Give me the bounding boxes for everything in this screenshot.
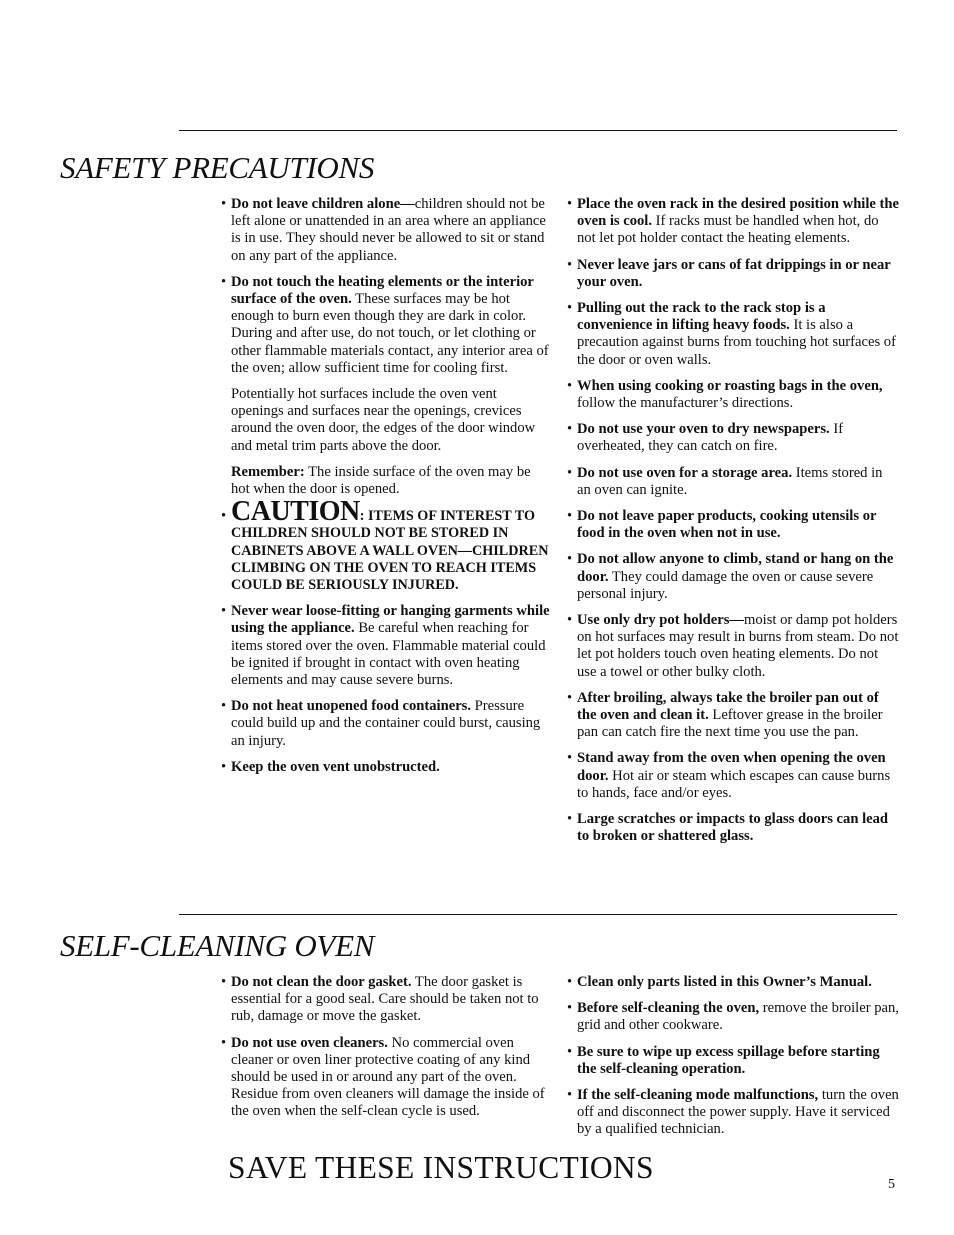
list-item: • Be sure to wipe up excess spillage before starting the self-cleaning operation.	[567, 1043, 880, 1077]
list-item: • Place the oven rack in the desired position while the oven is cool. If racks must be handled when hot, do not let pot holder contact the heating elements.	[567, 196, 899, 247]
list-item: • Do not clean the door gasket. The door gasket is essential for a good seal. Care should be taken not to rub, damage or move the gasket.	[221, 974, 539, 1025]
caution-warning: • CAUTION: ITEMS OF INTEREST TO CHILDREN SHOULD NOT BE STORED IN CABINETS ABOVE A WALL OVEN—CHILDREN CLIMBING ON THE OVEN TO REACH ITEMS COULD BE SERIOUSLY INJURED.	[221, 496, 549, 594]
list-item: • Do not allow anyone to climb, stand or hang on the door. They could damage the oven or cause severe personal injury.	[567, 551, 894, 602]
top-rule	[179, 130, 897, 131]
safety-right-column	[567, 196, 899, 855]
caution-label: CAUTION	[231, 496, 360, 528]
list-item: • Do not touch the heating elements or the interior surface of the oven. These surfaces may be hot enough to burn even though they are dark in color. During and after use, do not touch, or let clothing or other flammable materials contact, any interior area of the oven; allow sufficient time for cooling first.	[221, 273, 549, 376]
section-title-self-cleaning: SELF-CLEANING OVEN	[60, 928, 375, 963]
list-item: • Do not heat unopened food containers. Pressure could build up and the container could burst, causing an injury.	[221, 698, 541, 749]
save-instructions-heading: SAVE THESE INSTRUCTIONS	[228, 1150, 654, 1185]
paragraph-remember: Remember: The inside surface of the oven may be hot when the door is opened.	[231, 463, 531, 498]
list-item: • Do not use oven cleaners. No commercial oven cleaner or oven liner protective coating of any kind should be used in or around any part of the oven. Residue from oven cleaners will damage the inside of the oven when the self-clean cycle is used.	[221, 1034, 545, 1120]
list-item: • If the self-cleaning mode malfunctions, turn the oven off and disconnect the power supply. Have it serviced by a qualified technician.	[567, 1087, 899, 1138]
list-item: • Do not leave paper products, cooking utensils or food in the oven when not in use.	[567, 508, 877, 542]
list-item: • Stand away from the oven when opening the oven door. Hot air or steam which escapes can cause burns to hands, face and/or eyes.	[567, 750, 891, 801]
safety-left-column	[221, 196, 551, 785]
list-item: • After broiling, always take the broiler pan out of the oven and clean it. Leftover grease in the broiler pan can catch fire the next time you use the pan.	[567, 689, 883, 741]
middle-rule	[179, 914, 897, 915]
page-number: 5	[888, 1177, 895, 1192]
list-item: • When using cooking or roasting bags in the oven, follow the manufacturer’s directions.	[567, 377, 883, 412]
section-title-safety: SAFETY PRECAUTIONS	[60, 150, 375, 185]
list-item: • Before self-cleaning the oven, remove the broiler pan, grid and other cookware.	[567, 1000, 899, 1034]
list-item: • Large scratches or impacts to glass doors can lead to broken or shattered glass.	[567, 811, 889, 845]
list-item: • Never leave jars or cans of fat drippings in or near your oven.	[567, 256, 891, 290]
list-item: • Keep the oven vent unobstructed.	[221, 758, 440, 775]
list-item: • Pulling out the rack to the rack stop is a convenience in lifting heavy foods. It is also a precaution against burns from touching hot surfaces of the door or oven walls.	[567, 300, 896, 368]
list-item: • Use only dry pot holders—moist or damp pot holders on hot surfaces may result in burns from steam. Do not let pot holders touch oven heating elements. Do not use a towel or other bulky cloth.	[567, 612, 899, 680]
list-item: • Clean only parts listed in this Owner’s Manual.	[567, 974, 872, 990]
selfclean-right-column	[567, 974, 899, 1148]
selfclean-left-column	[221, 974, 551, 1130]
list-item: • Do not leave children alone—children should not be left alone or unattended in an area where an appliance is in use. They should never be allowed to sit or stand on any part of the appliance.	[221, 196, 546, 264]
list-item: • Do not use oven for a storage area. Items stored in an oven can ignite.	[567, 464, 883, 498]
paragraph-hot-surfaces: Potentially hot surfaces include the oven vent openings and surfaces near the openings, crevices around the oven door, the edges of the door window and metal trim parts above the door.	[231, 386, 536, 454]
list-item: • Do not use your oven to dry newspapers. If overheated, they can catch on fire.	[567, 421, 844, 455]
list-item: • Never wear loose-fitting or hanging garments while using the appliance. Be careful when reaching for items stored over the oven. Flammable material could be ignited if brought in contact with oven heating elements and may cause severe burns.	[221, 603, 550, 689]
